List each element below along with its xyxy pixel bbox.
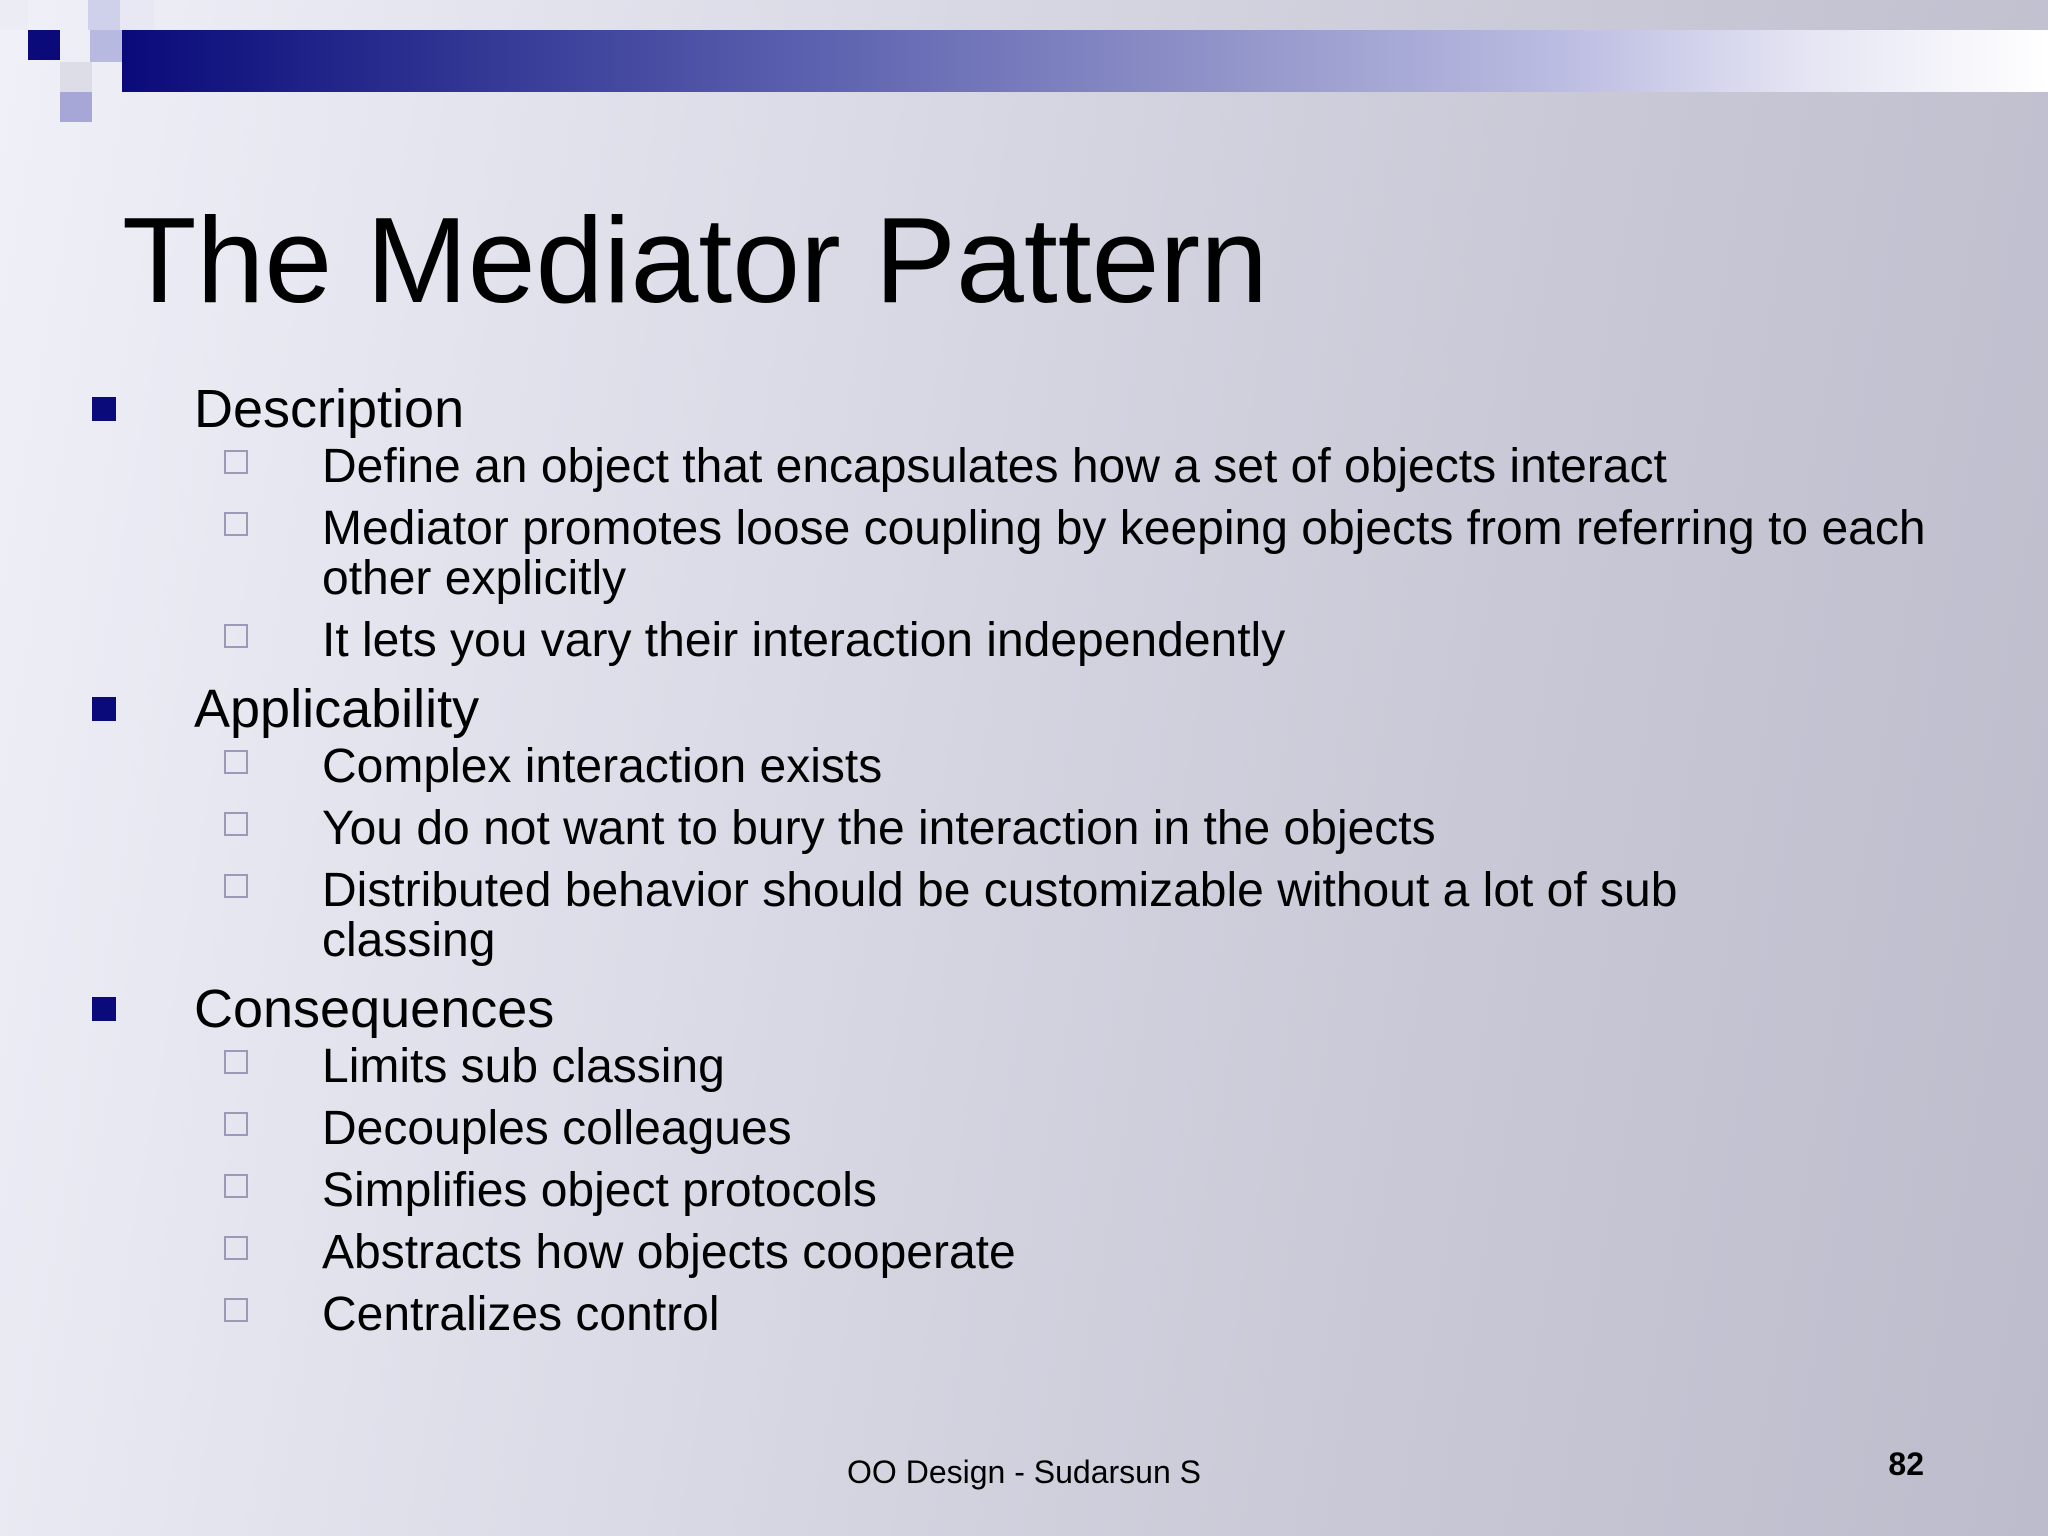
list-item-text: Simplifies object protocols (322, 1164, 877, 1217)
hollow-square-bullet-icon (224, 812, 248, 836)
section-heading-consequences (0, 978, 2048, 1040)
slide-footer: OO Design - Sudarsun S (847, 1454, 1201, 1490)
list-item (0, 1290, 2048, 1340)
list-item-text: Complex interaction exists (322, 740, 883, 793)
decor-square (90, 30, 122, 62)
list-item (0, 1228, 2048, 1278)
hollow-square-bullet-icon (224, 450, 248, 474)
decor-square (60, 62, 92, 92)
list-item (0, 1042, 2048, 1092)
list-item-text: Centralizes control (322, 1288, 720, 1341)
square-bullet-icon (92, 997, 116, 1021)
header-gradient-bar (122, 30, 2048, 92)
hollow-square-bullet-icon (224, 750, 248, 774)
section-heading-text: Applicability (194, 679, 480, 739)
section-heading-text: Consequences (194, 979, 555, 1039)
list-item-text: Decouples colleagues (322, 1102, 792, 1155)
hollow-square-bullet-icon (224, 624, 248, 648)
list-item-text: Distributed behavior should be customizable without a lot of sub classing (322, 864, 1678, 967)
section-heading-text: Description (194, 379, 465, 439)
decor-square (120, 0, 154, 30)
list-item (0, 442, 2048, 492)
hollow-square-bullet-icon (224, 1112, 248, 1136)
list-item-text: It lets you vary their interaction independently (322, 614, 1286, 667)
hollow-square-bullet-icon (224, 874, 248, 898)
list-item (0, 742, 2048, 792)
list-item (0, 1166, 2048, 1216)
hollow-square-bullet-icon (224, 512, 248, 536)
list-item (0, 616, 2048, 666)
decor-square (60, 92, 92, 122)
page-number: 82 (1888, 1446, 1924, 1482)
slide-title: The Mediator Pattern (122, 192, 1269, 328)
list-item-text: Define an object that encapsulates how a set of objects interact (322, 440, 1667, 493)
list-item-text: Abstracts how objects cooperate (322, 1226, 1016, 1279)
list-item (0, 866, 2048, 966)
decor-square (28, 30, 60, 60)
decor-square (0, 0, 28, 30)
slide-body (0, 378, 2048, 1352)
square-bullet-icon (92, 397, 116, 421)
hollow-square-bullet-icon (224, 1174, 248, 1198)
list-item (0, 804, 2048, 854)
hollow-square-bullet-icon (224, 1298, 248, 1322)
square-bullet-icon (92, 697, 116, 721)
section-heading-applicability (0, 678, 2048, 740)
hollow-square-bullet-icon (224, 1236, 248, 1260)
list-item-text: Limits sub classing (322, 1040, 725, 1093)
list-item-text: Mediator promotes loose coupling by keeping objects from referring to each other explicitly (322, 502, 1926, 605)
section-heading-description (0, 378, 2048, 440)
list-item (0, 1104, 2048, 1154)
list-item-text: You do not want to bury the interaction in the objects (322, 802, 1436, 855)
hollow-square-bullet-icon (224, 1050, 248, 1074)
decor-square (88, 0, 120, 30)
list-item (0, 504, 2048, 604)
